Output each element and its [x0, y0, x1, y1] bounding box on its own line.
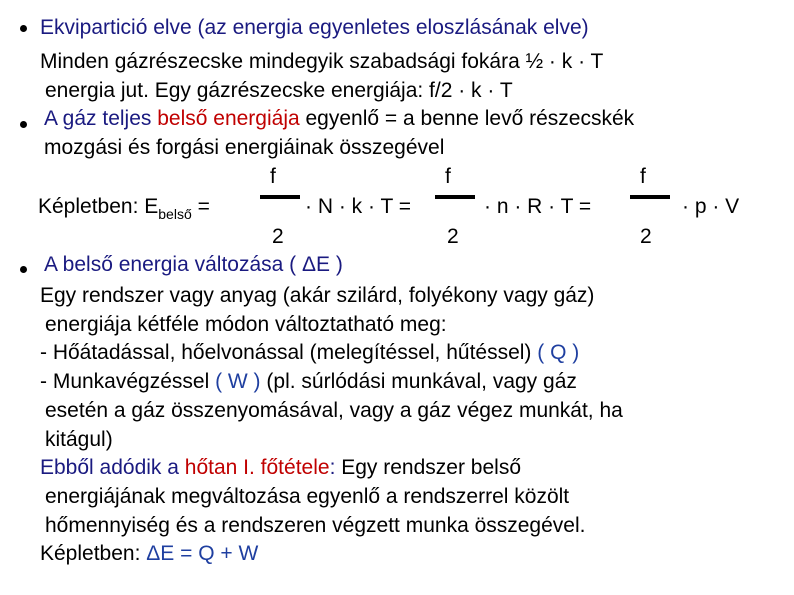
section3-line8-part1: Ebből adódik a: [40, 456, 185, 479]
section3-line5-suffix: (pl. súrlódási munkával, vagy gáz: [260, 370, 577, 393]
formula-term2: · n · R · T =: [484, 195, 592, 218]
section3-line8-part4: Egy rendszer belső: [335, 456, 522, 479]
formula-numerator-2: f: [445, 165, 451, 188]
formula-term1: · N · k · T =: [305, 195, 411, 218]
section2-part1: A gáz teljes: [44, 107, 158, 130]
bullet-icon: [20, 121, 27, 128]
formula-subscript: belső: [158, 206, 192, 222]
section3-line8: [40, 456, 521, 480]
formula-prefix-text: Képletben: E: [38, 195, 159, 218]
section3-line11-prefix: Képletben:: [40, 542, 147, 565]
section2-part3: egyenlő = a benne levő részecskék: [299, 107, 635, 130]
bullet-icon: [20, 25, 27, 32]
fraction-bar-3: [630, 195, 670, 199]
section3-line10: hőmennyiség és a rendszeren végzett munka összegével.: [45, 514, 586, 537]
formula-denominator-3: 2: [640, 225, 652, 248]
section2-part2: belső energiája: [157, 107, 300, 130]
section3-line3: energiája kétféle módon változtatható meg:: [45, 313, 447, 336]
formula-numerator-3: f: [640, 165, 646, 188]
section2-line2: mozgási és forgási energiáinak összegével: [44, 136, 445, 159]
section3-q: ( Q ): [537, 341, 580, 364]
formula-denominator-1: 2: [272, 225, 284, 248]
section1-line2: Minden gázrészecske mindegyik szabadsági fokára ½ · k · T: [40, 50, 604, 73]
bullet-icon: [20, 266, 27, 273]
section3-line5-prefix: - Munkavégzéssel: [40, 370, 216, 393]
section1-line3: energia jut. Egy gázrészecske energiája: f/2 · k · T: [45, 79, 513, 102]
formula-eq: =: [191, 195, 210, 218]
section3-theorem: hőtan I. főtétele: [184, 456, 330, 479]
section3-w: ( W ): [215, 370, 261, 393]
formula-denominator-2: 2: [447, 225, 459, 248]
section3-formula: ΔE = Q + W: [146, 542, 259, 565]
fraction-bar-2: [435, 195, 475, 199]
section3-line8-colon: :: [329, 456, 336, 479]
fraction-bar-1: [260, 195, 300, 199]
section2-line1: [44, 107, 634, 131]
section3-line7: kitágul): [45, 428, 113, 451]
section1-heading: Ekvipartició elve (az energia egyenletes eloszlásának elve): [40, 16, 589, 39]
section3-line4-text: - Hőátadással, hőelvonással (melegítéssel, hűtéssel): [40, 341, 538, 364]
section3-line2: Egy rendszer vagy anyag (akár szilárd, folyékony vagy gáz): [40, 284, 595, 307]
section3-line9: energiájának megváltozása egyenlő a rendszerrel közölt: [45, 485, 570, 508]
formula-term3: · p · V: [682, 195, 740, 218]
section3-line4: [40, 341, 579, 365]
section3-line5: [40, 370, 577, 394]
section3-heading: A belső energia változása ( ΔE ): [44, 253, 343, 276]
formula-prefix: [38, 195, 210, 220]
section3-line11: [40, 542, 258, 566]
formula-numerator-1: f: [270, 165, 276, 188]
section3-line6: esetén a gáz összenyomásával, vagy a gáz végez munkát, ha: [45, 399, 623, 422]
